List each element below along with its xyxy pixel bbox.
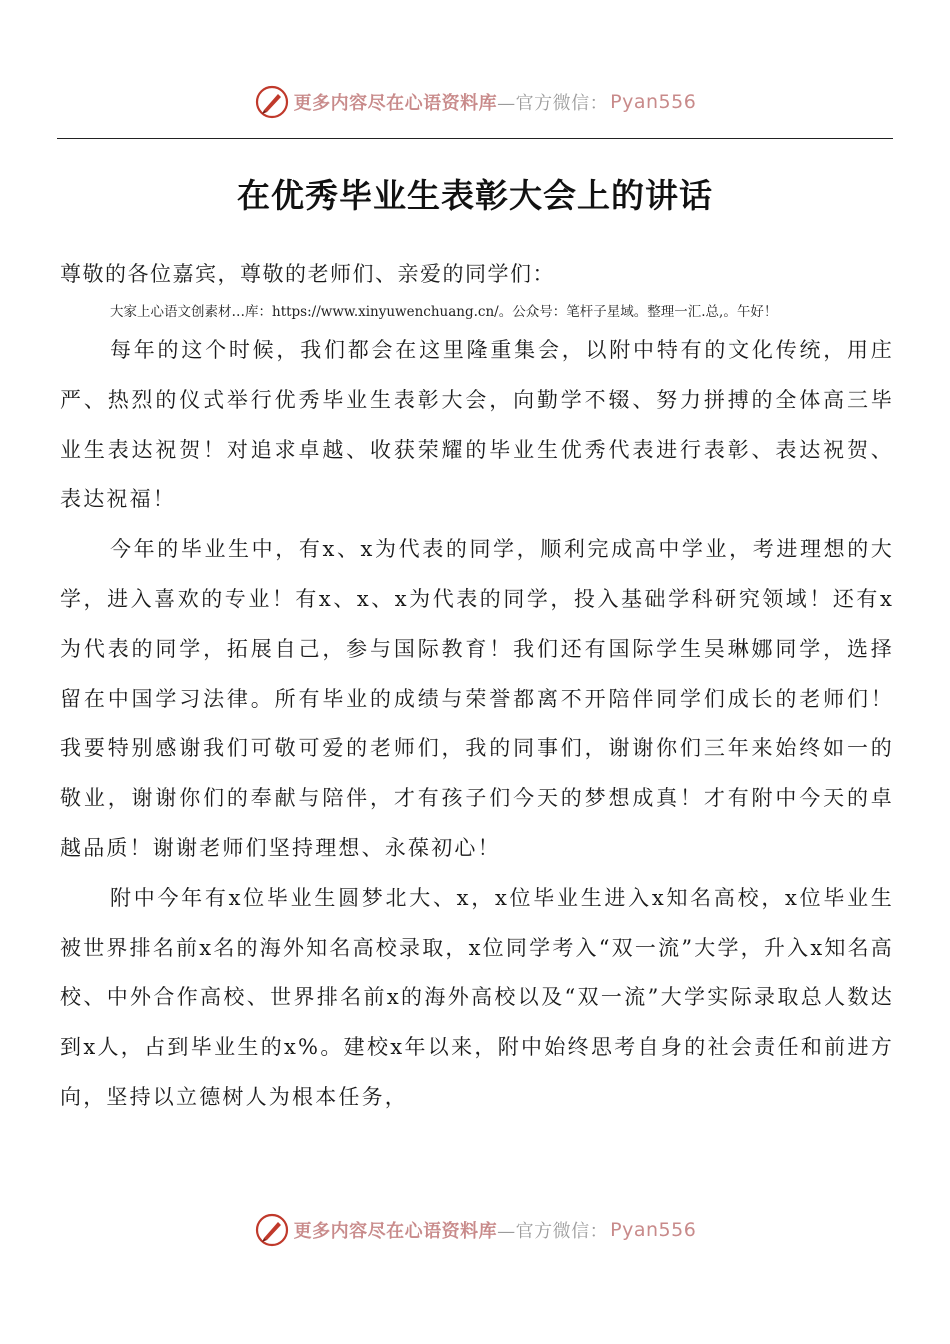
banner-account-text: Pyan556 <box>610 91 697 113</box>
banner-main-text: 更多内容尽在心语资料库 <box>293 1221 498 1242</box>
document-body <box>60 326 894 1123</box>
paragraph: 附中今年有x位毕业生圆梦北大、x，x位毕业生进入x知名高校，x位毕业生被世界排名前x名的海外知名高校录取，x位同学考入“双一流”大学，升入x知名高校、中外合作高校、世界排名前x的海外高校以及“双一流”大学实际录取总人数达到x人，占到毕业生的x%。建校x年以来，附中始终思考自身的社会责任和前进方向，坚持以立德树人为根本任务， <box>60 885 894 1109</box>
salutation: 尊敬的各位嘉宾，尊敬的老师们、亲爱的同学们： <box>60 262 555 286</box>
pen-logo-icon <box>254 1212 290 1248</box>
header-watermark-banner <box>0 82 950 122</box>
banner-sub-text: —官方微信： <box>497 93 609 114</box>
paragraph: 每年的这个时候，我们都会在这里隆重集会，以附中特有的文化传统，用庄严、热烈的仪式举行优秀毕业生表彰大会，向勤学不辍、努力拼搏的全体高三毕业生表达祝贺！对追求卓越、收获荣耀的毕业生优秀代表进行表彰、表达祝贺、表达祝福！ <box>60 338 894 512</box>
banner-account-text: Pyan556 <box>610 1219 697 1241</box>
banner-main-text: 更多内容尽在心语资料库 <box>293 93 498 114</box>
source-note: 大家上心语文创素材…库：https://www.xinyuwenchuang.cn/。公众号：笔杆子星域。整理一汇.总,。午好！ <box>110 304 778 320</box>
document-title: 在优秀毕业生表彰大会上的讲话 <box>237 176 713 215</box>
header-divider <box>57 138 893 139</box>
banner-sub-text: —官方微信： <box>497 1221 609 1242</box>
footer-watermark-banner <box>0 1210 950 1250</box>
pen-logo-icon <box>254 84 290 120</box>
paragraph: 今年的毕业生中，有x、x为代表的同学，顺利完成高中学业，考进理想的大学，进入喜欢的专业！有x、x、x为代表的同学，投入基础学科研究领域！还有x为代表的同学，拓展自己，参与国际教育！我们还有国际学生吴琳娜同学，选择留在中国学习法律。所有毕业的成绩与荣誉都离不开陪伴同学们成长的老师们！我要特别感谢我们可敬可爱的老师们，我的同事们，谢谢你们三年来始终如一的敬业，谢谢你们的奉献与陪伴，才有孩子们今天的梦想成真！才有附中今天的卓越品质！谢谢老师们坚持理想、永葆初心！ <box>60 537 894 860</box>
